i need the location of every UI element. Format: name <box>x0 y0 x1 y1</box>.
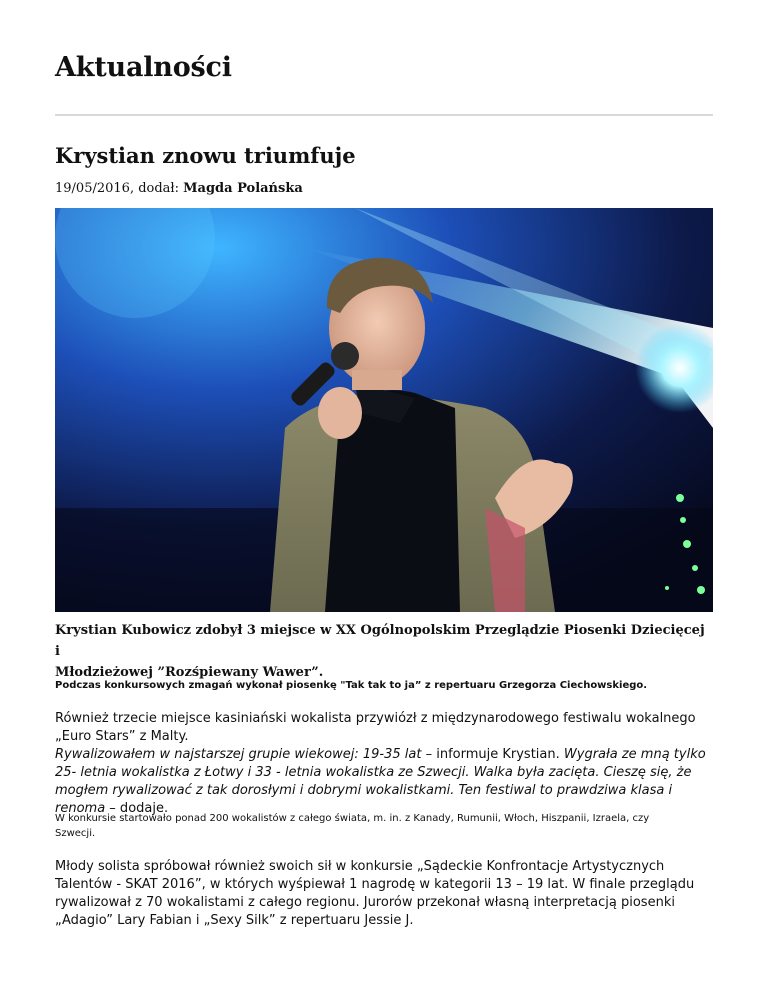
article-lead: Podczas konkursowych zmagań wykonał piosenkę "Tak tak to ja” z repertuaru Grzegorza Ciechowskiego. <box>55 680 648 691</box>
article-note <box>55 811 713 841</box>
caption-line: Młodzieżowej ”Rozśpiewany Wawer”. <box>55 665 324 680</box>
quote: Wygrała ze mną tylko <box>563 747 706 762</box>
photo-caption <box>55 620 713 683</box>
title-divider <box>55 114 713 116</box>
paragraph-line <box>55 764 713 782</box>
article-author: Magda Polańska <box>183 181 303 196</box>
article-photo <box>55 208 713 612</box>
article-paragraph-2 <box>55 858 713 930</box>
attribution: – dodaje. <box>105 801 169 816</box>
article-title[interactable]: Krystian znowu triumfuje <box>55 143 356 168</box>
paragraph-line: Talentów - SKAT 2016”, w których wyśpiewał 1 nagrodę w kategorii 13 – 19 lat. W finale przeglądu <box>55 877 695 892</box>
quote: renoma <box>55 801 106 816</box>
added-by-label: , dodał: <box>129 181 184 196</box>
quote: mogłem rywalizować z tak dorosłymi i dobrymi wokalistkami. Ten festiwal to prawdziwa klasa i <box>55 783 673 798</box>
quote: Rywalizowałem w najstarszej grupie wiekowej: 19-35 lat <box>55 747 422 762</box>
paragraph-line <box>55 746 713 764</box>
note-line: Szwecji. <box>55 828 96 839</box>
paragraph-line: Młody solista spróbował również swoich sił w konkursie „Sądeckie Konfrontacje Artystycznych <box>55 859 665 874</box>
paragraph-line <box>55 782 713 800</box>
paragraph-line: Również trzecie miejsce kasiniański wokalista przywiózł z międzynarodowego festiwalu wokalnego <box>55 711 696 726</box>
paragraph-line: „Euro Stars” z Malty. <box>55 729 189 744</box>
article-paragraph-1 <box>55 710 713 818</box>
note-line: W konkursie startowało ponad 200 wokalistów z całego świata, m. in. z Kanady, Rumunii, Włoch, Hiszpanii, Izraela, czy <box>55 813 650 824</box>
article-date: 19/05/2016 <box>55 181 130 196</box>
paragraph-line: „Adagio” Lary Fabian i „Sexy Silk” z repertuaru Jessie J. <box>55 913 414 928</box>
attribution: – informuje Krystian. <box>421 747 564 762</box>
quote: 25- letnia wokalistka z Łotwy i 33 - letnia wokalistka ze Szwecji. Walka była zacięta. Cieszę się, że <box>55 765 692 780</box>
section-title: Aktualności <box>55 52 232 83</box>
article-meta <box>55 181 303 196</box>
caption-line: Krystian Kubowicz zdobył 3 miejsce w XX Ogólnopolskim Przeglądzie Piosenki Dziecięcej i <box>55 623 705 659</box>
paragraph-line: rywalizował z 70 wokalistami z całego regionu. Jurorów przekonał własną interpretacją piosenki <box>55 895 675 910</box>
